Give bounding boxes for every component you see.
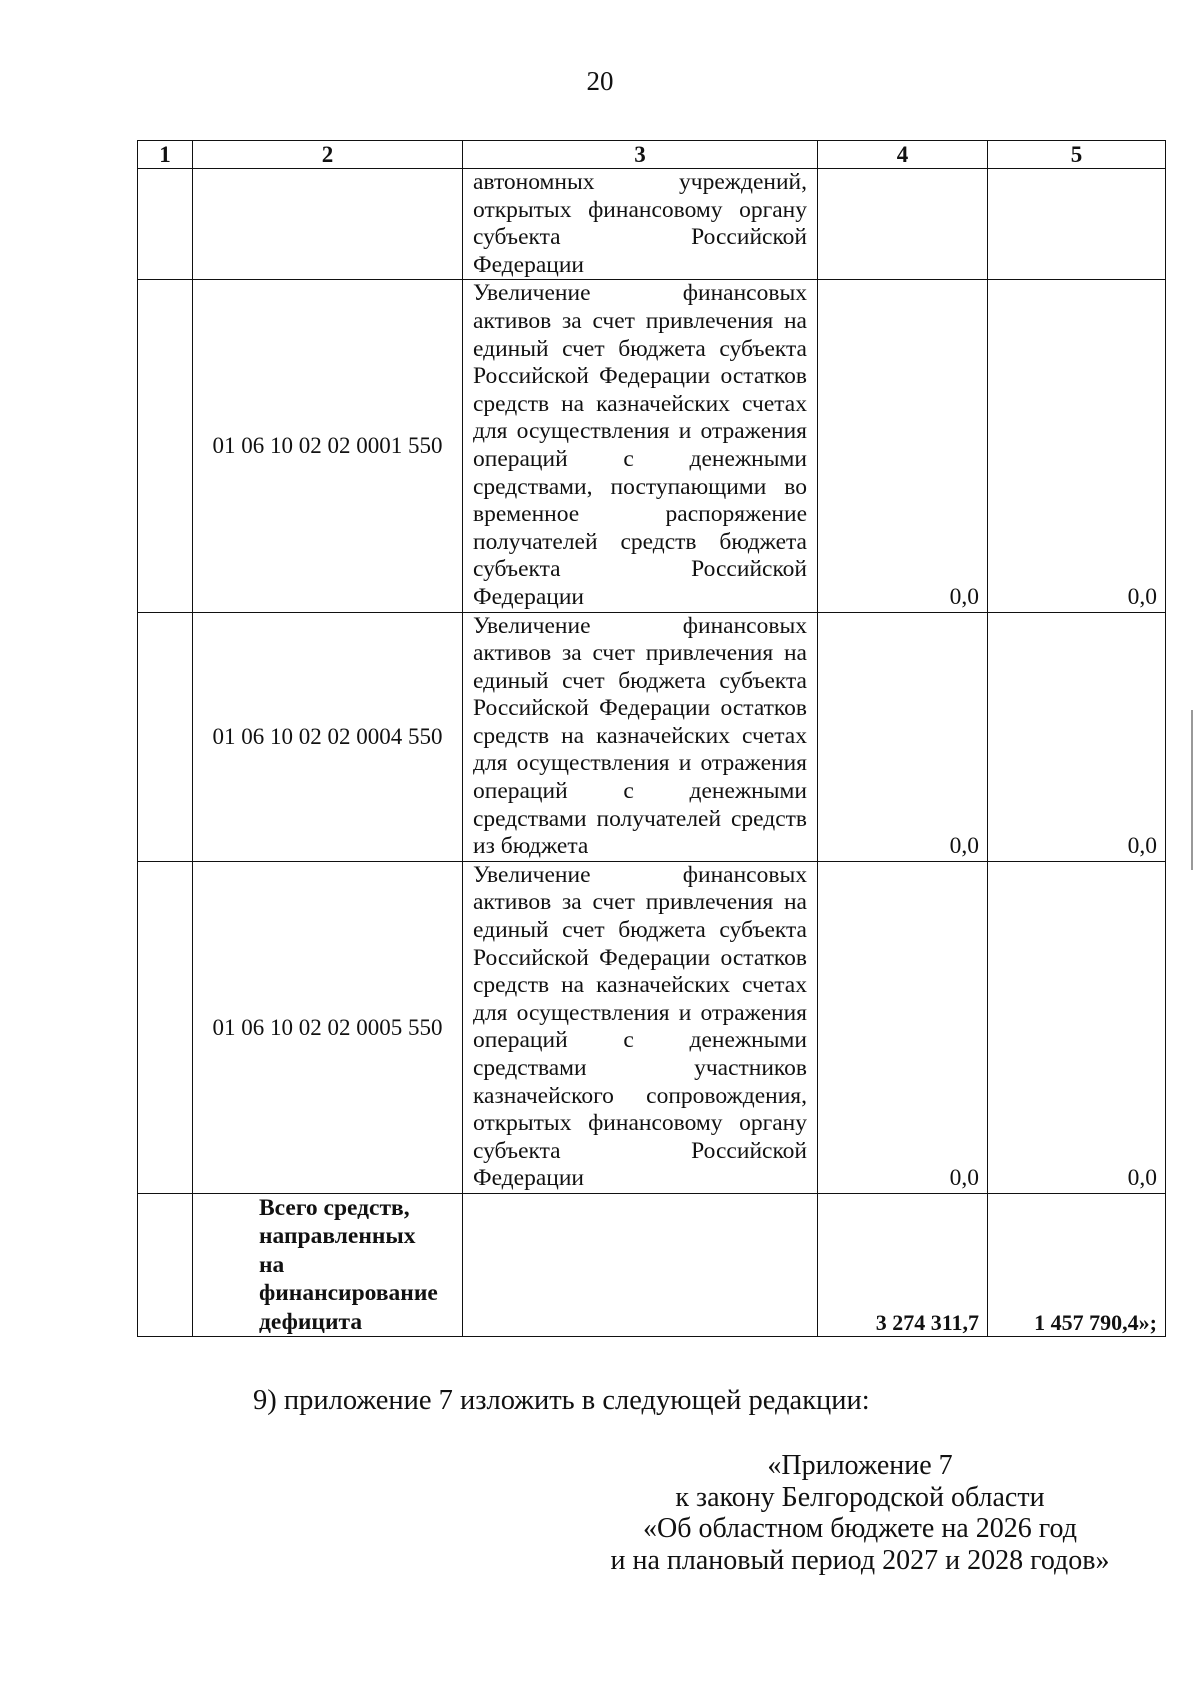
value-2027-cell: 0,0 (818, 280, 988, 612)
value-2028-cell: 0,0 (988, 612, 1166, 861)
description-line: казначейского сопровождения, (473, 1082, 807, 1109)
description-line: для осуществления и отражения (473, 418, 807, 445)
header-col-3: 3 (463, 141, 818, 169)
row-number-cell (138, 612, 193, 861)
total-row (138, 1193, 1166, 1337)
description-cell (463, 280, 818, 612)
description-line: автономных учреждений, (473, 169, 807, 195)
description-line: средств на казначейских счетах (473, 390, 807, 417)
code-cell (193, 169, 463, 280)
value-2028-cell (988, 169, 1166, 280)
total-description-cell (463, 1193, 818, 1337)
description-line: активов за счет привлечения на (473, 307, 807, 334)
value-2028-cell: 0,0 (988, 280, 1166, 612)
code-cell: 01 06 10 02 02 0001 550 (193, 280, 463, 612)
table-row (138, 861, 1166, 1193)
description-line: субъекта Российской (473, 1137, 807, 1164)
description-line: Российской Федерации остатков (473, 695, 807, 722)
header-col-2: 2 (193, 141, 463, 169)
description-line: Увеличение финансовых (473, 861, 807, 888)
total-2028-cell: 1 457 790,4»; (988, 1193, 1166, 1337)
total-label-line: Всего средств, (259, 1194, 410, 1221)
value-2027-cell: 0,0 (818, 861, 988, 1193)
description-cell (463, 861, 818, 1193)
value-2027-cell (818, 169, 988, 280)
description-cell (463, 612, 818, 861)
header-col-4: 4 (818, 141, 988, 169)
scan-mark (1191, 710, 1193, 870)
code-cell: 01 06 10 02 02 0005 550 (193, 861, 463, 1193)
description-line: средств на казначейских счетах (473, 722, 807, 749)
total-label-line: дефицита (259, 1308, 363, 1335)
description-line: открытых финансовому органу (473, 1110, 807, 1137)
description-line: операций с денежными (473, 445, 807, 472)
description-line: средствами участников (473, 1055, 807, 1081)
appendix-line: «Приложение 7 (767, 1450, 953, 1481)
row-number-cell (138, 1193, 193, 1337)
description-line: единый счет бюджета субъекта (473, 667, 807, 694)
description-line: для осуществления и отражения (473, 999, 807, 1026)
description-line: субъекта Российской (473, 224, 807, 251)
header-col-5: 5 (988, 141, 1166, 169)
table-row (138, 169, 1166, 280)
description-line: средствами, поступающими во (473, 473, 807, 500)
code-cell: 01 06 10 02 02 0004 550 (193, 612, 463, 861)
appendix-line: к закону Белгородской области (675, 1481, 1045, 1513)
total-2027-cell: 3 274 311,7 (818, 1193, 988, 1337)
description-line: Федерации (473, 1165, 584, 1192)
amendment-text: 9) приложение 7 изложить в следующей редакции: (253, 1385, 870, 1416)
description-line: активов за счет привлечения на (473, 889, 807, 916)
description-line: операций с денежными (473, 1027, 807, 1054)
row-number-cell (138, 280, 193, 612)
description-line: Российской Федерации остатков (473, 363, 807, 390)
description-line: Федерации (473, 583, 584, 610)
total-label-line: на финансирование (259, 1251, 438, 1307)
budget-table (137, 140, 1166, 1337)
description-line: единый счет бюджета субъекта (473, 917, 807, 944)
value-2028-cell: 0,0 (988, 861, 1166, 1193)
appendix-line: и на плановый период 2027 и 2028 годов» (610, 1544, 1110, 1576)
total-label-line: направленных (259, 1223, 416, 1250)
description-line: активов за счет привлечения на (473, 640, 807, 667)
table-header-row (138, 141, 1166, 169)
row-number-cell (138, 169, 193, 280)
page-number: 20 (586, 66, 614, 96)
description-line: субъекта Российской (473, 556, 807, 583)
table-row (138, 280, 1166, 612)
description-line: операций с денежными (473, 778, 807, 805)
description-line: Федерации (473, 251, 584, 278)
appendix-header (580, 1450, 1140, 1576)
description-line: получателей средств бюджета (473, 528, 807, 555)
description-line: средств на казначейских счетах (473, 972, 807, 999)
description-line: единый счет бюджета субъекта (473, 335, 807, 362)
appendix-line: «Об областном бюджете на 2026 год (643, 1513, 1077, 1544)
total-label-cell (193, 1193, 463, 1337)
description-cell (463, 169, 818, 280)
description-line: средствами получателей средств (473, 805, 807, 832)
description-line: из бюджета (473, 833, 589, 860)
value-2027-cell: 0,0 (818, 612, 988, 861)
description-line: для осуществления и отражения (473, 750, 807, 777)
description-line: Увеличение финансовых (473, 280, 807, 307)
description-line: Российской Федерации остатков (473, 944, 807, 971)
table-row (138, 612, 1166, 861)
row-number-cell (138, 861, 193, 1193)
header-col-1: 1 (138, 141, 193, 169)
description-line: Увеличение финансовых (473, 612, 807, 639)
description-line: временное распоряжение (473, 501, 807, 528)
description-line: открытых финансовому органу (473, 196, 807, 223)
